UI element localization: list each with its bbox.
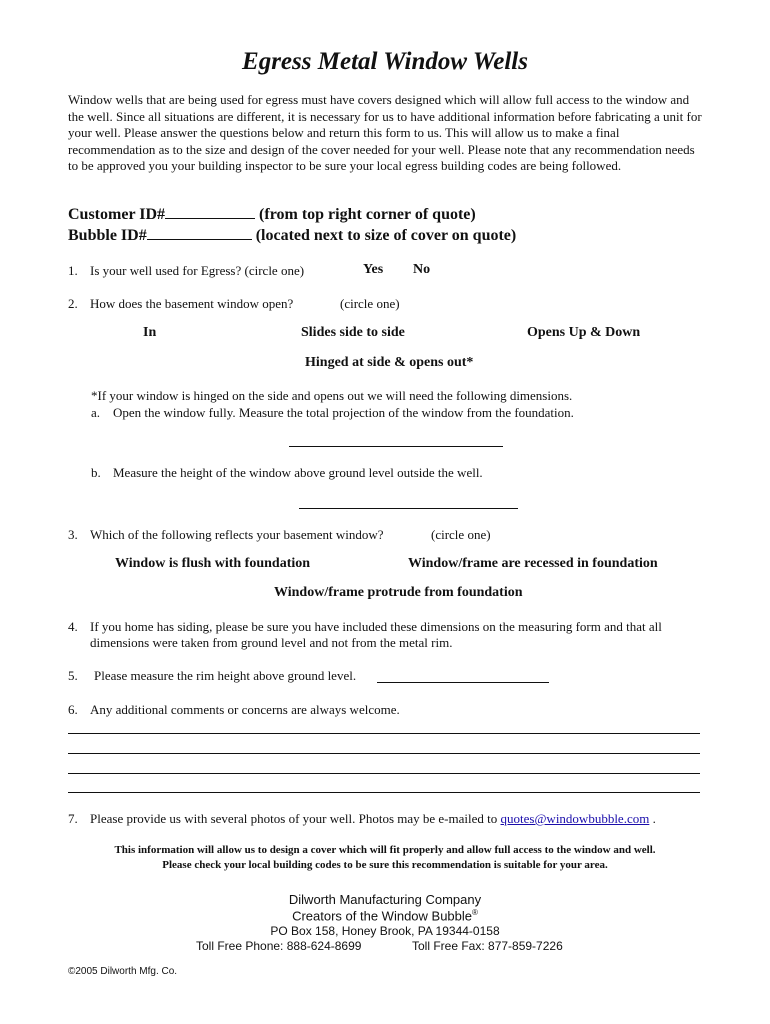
- comment-line-3[interactable]: [68, 773, 700, 774]
- question-2: [68, 296, 293, 312]
- tagline-text: Creators of the Window Bubble: [292, 908, 473, 924]
- step-a: [91, 405, 574, 421]
- q1-option-yes[interactable]: Yes: [363, 262, 384, 277]
- question-2-text: How does the basement window open?: [90, 296, 294, 311]
- question-3-hint: (circle one): [431, 527, 491, 542]
- q3-option-protrude[interactable]: Window/frame protrude from foundation: [274, 585, 523, 600]
- step-b-text: Measure the height of the window above ground level outside the well.: [113, 465, 483, 480]
- customer-id-field[interactable]: [165, 206, 255, 219]
- bubble-id-field[interactable]: [147, 227, 252, 240]
- question-6-number: 6.: [68, 702, 78, 717]
- question-2-hint: (circle one): [340, 296, 400, 311]
- company-tagline: [0, 908, 770, 923]
- q1-option-no[interactable]: No: [413, 262, 431, 277]
- question-6: [68, 702, 400, 718]
- question-4-line-1: If you home has siding, please be sure you have included these dimensions on the measuring form and that all: [90, 619, 662, 634]
- question-1-number: 1.: [68, 263, 78, 278]
- height-answer-line[interactable]: [299, 508, 518, 509]
- bubble-id-label: Bubble ID#: [68, 227, 147, 244]
- customer-id-note: (from top right corner of quote): [259, 206, 476, 223]
- rim-height-answer-line[interactable]: [377, 682, 549, 683]
- q3-option-recessed[interactable]: Window/frame are recessed in foundation: [408, 556, 658, 571]
- note-line-1: This information will allow us to design a cover which will fit properly and allow full access to the window and well.: [114, 844, 656, 856]
- question-4-number: 4.: [68, 619, 78, 634]
- registered-mark: ®: [472, 908, 478, 917]
- bubble-id-line: [68, 227, 516, 245]
- step-a-label: a.: [91, 405, 101, 420]
- question-7-end: .: [652, 811, 656, 826]
- q2-option-up-down[interactable]: Opens Up & Down: [527, 325, 641, 340]
- question-4: [68, 619, 662, 635]
- question-5-text: Please measure the rim height above ground level.: [94, 668, 357, 683]
- hinge-note: *If your window is hinged on the side and opens out we will need the following dimensions.: [91, 388, 573, 403]
- comment-line-4[interactable]: [68, 792, 700, 793]
- question-6-text: Any additional comments or concerns are always welcome.: [90, 702, 400, 717]
- company-name: Dilworth Manufacturing Company: [288, 892, 482, 907]
- step-b: [91, 465, 483, 481]
- q2-option-in[interactable]: In: [143, 325, 157, 340]
- question-1: [68, 263, 304, 279]
- comment-line-2[interactable]: [68, 753, 700, 754]
- question-7-number: 7.: [68, 811, 78, 826]
- step-a-text: Open the window fully. Measure the total projection of the window from the foundation.: [113, 405, 574, 420]
- question-1-text: Is your well used for Egress? (circle one): [90, 263, 305, 278]
- bubble-id-note: (located next to size of cover on quote): [255, 227, 517, 244]
- question-3-number: 3.: [68, 527, 78, 542]
- customer-id-label: Customer ID#: [68, 206, 166, 223]
- toll-free-fax: Toll Free Fax: 877-859-7226: [412, 939, 563, 953]
- page-title: Egress Metal Window Wells: [242, 48, 528, 75]
- step-b-label: b.: [91, 465, 101, 480]
- copyright: ©2005 Dilworth Mfg. Co.: [68, 966, 178, 977]
- note-line-2: Please check your local building codes to be sure this recommendation is suitable for your area.: [162, 859, 608, 871]
- question-3: [68, 527, 384, 543]
- question-3-text: Which of the following reflects your basement window?: [90, 527, 384, 542]
- question-5: [68, 668, 356, 684]
- company-address: PO Box 158, Honey Brook, PA 19344-0158: [270, 924, 500, 938]
- q2-option-slides[interactable]: Slides side to side: [301, 325, 405, 340]
- question-5-number: 5.: [68, 668, 78, 683]
- q3-option-flush[interactable]: Window is flush with foundation: [115, 556, 311, 571]
- question-2-number: 2.: [68, 296, 78, 311]
- intro-paragraph: Window wells that are being used for egress must have covers designed which will allow full access to the window and the well. Since all situations are different, it is necessary for us to have additional information before fabricating a unit for your well. Please answer the questions below and return this form to us. This will allow us to make a final recommendation as to the size and design of the cover needed for your well. Please note that any recommendation needs to be approved you your building inspector to be sure your local egress building codes are being followed.: [68, 92, 702, 174]
- question-7: [68, 811, 656, 827]
- question-7-text: Please provide us with several photos of your well. Photos may be e-mailed to: [90, 811, 498, 826]
- comment-line-1[interactable]: [68, 733, 700, 734]
- q2-option-hinged[interactable]: Hinged at side & opens out*: [305, 355, 474, 370]
- question-4-line-2: dimensions were taken from ground level and not from the metal rim.: [90, 635, 453, 650]
- projection-answer-line[interactable]: [289, 446, 503, 447]
- customer-id-line: [68, 206, 476, 224]
- toll-free-phone: Toll Free Phone: 888-624-8699: [196, 939, 362, 953]
- email-link[interactable]: quotes@windowbubble.com: [500, 811, 650, 826]
